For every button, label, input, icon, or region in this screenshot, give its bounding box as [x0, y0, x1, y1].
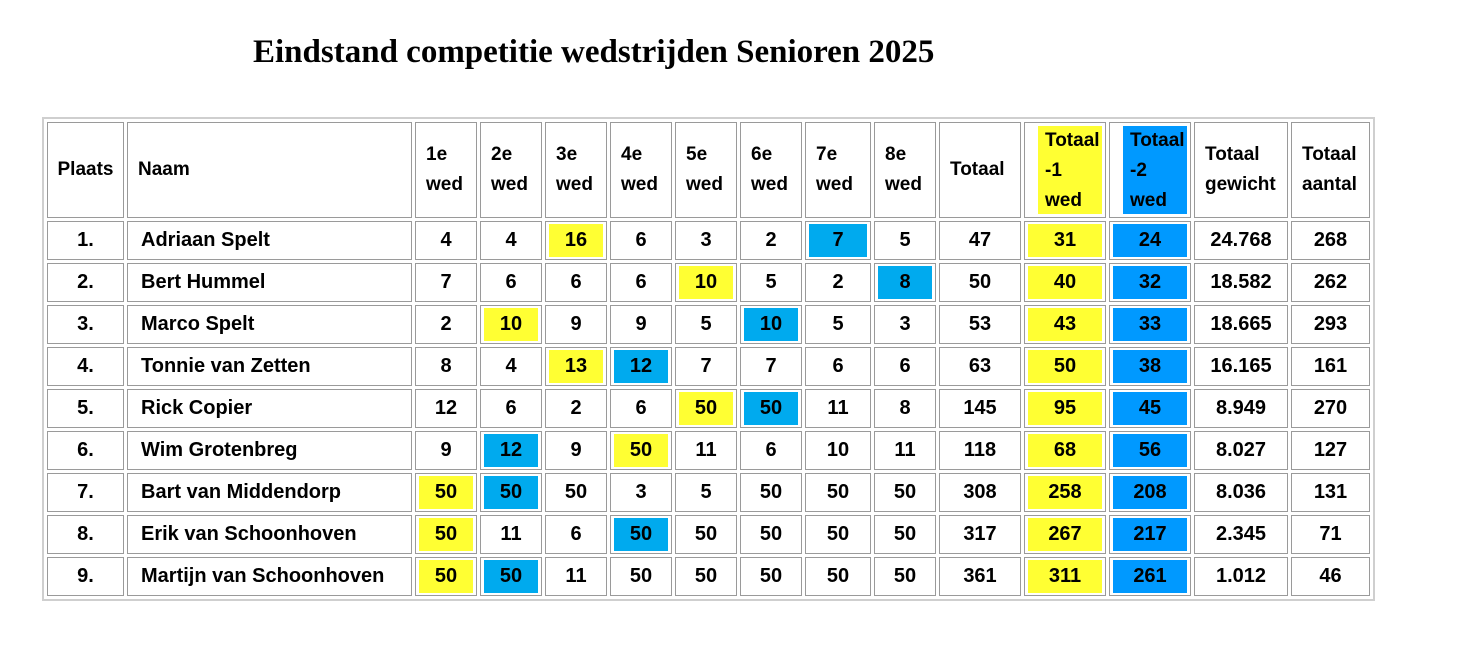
- cell-wed-1: 50: [415, 473, 477, 512]
- cell-aantal: 293: [1291, 305, 1370, 344]
- cell-wed-1: 2: [415, 305, 477, 344]
- header-gewicht: Totaal gewicht: [1194, 122, 1288, 218]
- cell-wed-5: 50: [675, 515, 737, 554]
- cell-wed-8: 8: [874, 263, 936, 302]
- cell-wed-8: 6: [874, 347, 936, 386]
- cell-wed-7: 50: [805, 515, 871, 554]
- cell-plaats: 2.: [47, 263, 124, 302]
- cell-wed-7: 10: [805, 431, 871, 470]
- cell-totaal: 47: [939, 221, 1021, 260]
- cell-naam: Wim Grotenbreg: [127, 431, 412, 470]
- cell-totaal: 50: [939, 263, 1021, 302]
- cell-totaal: 317: [939, 515, 1021, 554]
- header-totaal-min1: Totaal -1 wed: [1024, 122, 1106, 218]
- cell-wed-6: 6: [740, 431, 802, 470]
- cell-wed-8: 50: [874, 515, 936, 554]
- cell-plaats: 6.: [47, 431, 124, 470]
- cell-gewicht: 18.665: [1194, 305, 1288, 344]
- cell-totaal-min2: 56: [1109, 431, 1191, 470]
- cell-totaal-min2: 32: [1109, 263, 1191, 302]
- cell-gewicht: 16.165: [1194, 347, 1288, 386]
- cell-wed-4: 6: [610, 389, 672, 428]
- cell-wed-2: 4: [480, 347, 542, 386]
- table-row: [47, 473, 1370, 512]
- cell-wed-3: 2: [545, 389, 607, 428]
- cell-wed-7: 50: [805, 557, 871, 596]
- cell-naam: Marco Spelt: [127, 305, 412, 344]
- cell-wed-6: 7: [740, 347, 802, 386]
- cell-wed-1: 50: [415, 557, 477, 596]
- cell-wed-5: 5: [675, 305, 737, 344]
- header-wed-2: 2e wed: [480, 122, 542, 218]
- cell-wed-6: 10: [740, 305, 802, 344]
- cell-naam: Bart van Middendorp: [127, 473, 412, 512]
- cell-wed-4: 9: [610, 305, 672, 344]
- cell-wed-1: 7: [415, 263, 477, 302]
- cell-totaal-min1: 40: [1024, 263, 1106, 302]
- cell-plaats: 8.: [47, 515, 124, 554]
- cell-wed-1: 8: [415, 347, 477, 386]
- cell-totaal-min1: 31: [1024, 221, 1106, 260]
- cell-wed-8: 50: [874, 557, 936, 596]
- header-plaats: Plaats: [47, 122, 124, 218]
- cell-totaal-min1: 311: [1024, 557, 1106, 596]
- cell-totaal-min2: 217: [1109, 515, 1191, 554]
- cell-wed-6: 50: [740, 473, 802, 512]
- table-row: [47, 431, 1370, 470]
- cell-totaal-min2: 45: [1109, 389, 1191, 428]
- table-row: [47, 515, 1370, 554]
- cell-totaal-min2: 208: [1109, 473, 1191, 512]
- cell-gewicht: 8.949: [1194, 389, 1288, 428]
- cell-gewicht: 18.582: [1194, 263, 1288, 302]
- cell-wed-2: 50: [480, 557, 542, 596]
- header-aantal: Totaal aantal: [1291, 122, 1370, 218]
- cell-wed-1: 12: [415, 389, 477, 428]
- cell-totaal-min1: 50: [1024, 347, 1106, 386]
- cell-wed-6: 50: [740, 389, 802, 428]
- header-wed-6: 6e wed: [740, 122, 802, 218]
- cell-totaal: 145: [939, 389, 1021, 428]
- cell-wed-7: 6: [805, 347, 871, 386]
- cell-plaats: 5.: [47, 389, 124, 428]
- cell-totaal-min1: 68: [1024, 431, 1106, 470]
- cell-totaal: 53: [939, 305, 1021, 344]
- cell-wed-5: 7: [675, 347, 737, 386]
- cell-wed-3: 9: [545, 305, 607, 344]
- cell-wed-5: 50: [675, 389, 737, 428]
- table-row: [47, 347, 1370, 386]
- cell-aantal: 127: [1291, 431, 1370, 470]
- cell-plaats: 1.: [47, 221, 124, 260]
- cell-wed-8: 8: [874, 389, 936, 428]
- cell-wed-7: 11: [805, 389, 871, 428]
- page-title: Eindstand competitie wedstrijden Senioren 2025: [253, 34, 935, 70]
- cell-naam: Martijn van Schoonhoven: [127, 557, 412, 596]
- cell-totaal-min1: 95: [1024, 389, 1106, 428]
- header-wed-7: 7e wed: [805, 122, 871, 218]
- cell-gewicht: 8.027: [1194, 431, 1288, 470]
- cell-wed-4: 3: [610, 473, 672, 512]
- cell-wed-5: 3: [675, 221, 737, 260]
- cell-naam: Tonnie van Zetten: [127, 347, 412, 386]
- table-row: [47, 221, 1370, 260]
- table-row: [47, 389, 1370, 428]
- cell-plaats: 4.: [47, 347, 124, 386]
- table-body: [47, 221, 1370, 596]
- cell-wed-4: 50: [610, 515, 672, 554]
- cell-wed-6: 50: [740, 515, 802, 554]
- table-row: [47, 305, 1370, 344]
- cell-wed-2: 6: [480, 263, 542, 302]
- cell-wed-2: 50: [480, 473, 542, 512]
- cell-naam: Erik van Schoonhoven: [127, 515, 412, 554]
- cell-wed-2: 4: [480, 221, 542, 260]
- cell-wed-1: 4: [415, 221, 477, 260]
- cell-wed-3: 16: [545, 221, 607, 260]
- cell-wed-3: 6: [545, 515, 607, 554]
- cell-totaal: 118: [939, 431, 1021, 470]
- cell-gewicht: 1.012: [1194, 557, 1288, 596]
- cell-aantal: 71: [1291, 515, 1370, 554]
- cell-totaal-min1: 267: [1024, 515, 1106, 554]
- cell-wed-2: 12: [480, 431, 542, 470]
- header-wed-4: 4e wed: [610, 122, 672, 218]
- cell-wed-3: 9: [545, 431, 607, 470]
- cell-wed-6: 50: [740, 557, 802, 596]
- cell-wed-6: 5: [740, 263, 802, 302]
- cell-aantal: 262: [1291, 263, 1370, 302]
- cell-wed-5: 10: [675, 263, 737, 302]
- cell-totaal-min2: 33: [1109, 305, 1191, 344]
- table-row: [47, 263, 1370, 302]
- cell-wed-3: 6: [545, 263, 607, 302]
- cell-wed-1: 9: [415, 431, 477, 470]
- cell-aantal: 268: [1291, 221, 1370, 260]
- header-totaal-min2: Totaal -2 wed: [1109, 122, 1191, 218]
- cell-plaats: 9.: [47, 557, 124, 596]
- cell-wed-4: 50: [610, 557, 672, 596]
- cell-wed-7: 50: [805, 473, 871, 512]
- cell-naam: Adriaan Spelt: [127, 221, 412, 260]
- cell-totaal: 361: [939, 557, 1021, 596]
- cell-wed-3: 50: [545, 473, 607, 512]
- cell-plaats: 7.: [47, 473, 124, 512]
- cell-totaal: 63: [939, 347, 1021, 386]
- cell-totaal-min2: 38: [1109, 347, 1191, 386]
- table-row: [47, 557, 1370, 596]
- cell-wed-3: 13: [545, 347, 607, 386]
- header-naam: Naam: [127, 122, 412, 218]
- cell-gewicht: 24.768: [1194, 221, 1288, 260]
- cell-gewicht: 2.345: [1194, 515, 1288, 554]
- cell-wed-8: 11: [874, 431, 936, 470]
- cell-totaal-min1: 258: [1024, 473, 1106, 512]
- cell-aantal: 161: [1291, 347, 1370, 386]
- cell-wed-6: 2: [740, 221, 802, 260]
- cell-wed-7: 7: [805, 221, 871, 260]
- cell-wed-8: 3: [874, 305, 936, 344]
- cell-wed-4: 12: [610, 347, 672, 386]
- cell-wed-3: 11: [545, 557, 607, 596]
- cell-totaal: 308: [939, 473, 1021, 512]
- header-wed-8: 8e wed: [874, 122, 936, 218]
- cell-totaal-min2: 24: [1109, 221, 1191, 260]
- cell-wed-4: 6: [610, 221, 672, 260]
- cell-totaal-min2: 261: [1109, 557, 1191, 596]
- cell-wed-7: 5: [805, 305, 871, 344]
- cell-wed-5: 5: [675, 473, 737, 512]
- cell-wed-2: 10: [480, 305, 542, 344]
- cell-wed-8: 5: [874, 221, 936, 260]
- cell-wed-5: 50: [675, 557, 737, 596]
- cell-wed-8: 50: [874, 473, 936, 512]
- cell-wed-7: 2: [805, 263, 871, 302]
- cell-naam: Rick Copier: [127, 389, 412, 428]
- cell-wed-2: 6: [480, 389, 542, 428]
- header-totaal: Totaal: [939, 122, 1021, 218]
- header-wed-5: 5e wed: [675, 122, 737, 218]
- header-wed-3: 3e wed: [545, 122, 607, 218]
- cell-totaal-min1: 43: [1024, 305, 1106, 344]
- standings-table: [42, 117, 1375, 601]
- cell-aantal: 46: [1291, 557, 1370, 596]
- cell-wed-1: 50: [415, 515, 477, 554]
- cell-wed-4: 50: [610, 431, 672, 470]
- cell-wed-2: 11: [480, 515, 542, 554]
- cell-plaats: 3.: [47, 305, 124, 344]
- cell-naam: Bert Hummel: [127, 263, 412, 302]
- cell-gewicht: 8.036: [1194, 473, 1288, 512]
- cell-aantal: 270: [1291, 389, 1370, 428]
- cell-wed-4: 6: [610, 263, 672, 302]
- cell-wed-5: 11: [675, 431, 737, 470]
- header-row: [47, 122, 1370, 218]
- header-wed-1: 1e wed: [415, 122, 477, 218]
- cell-aantal: 131: [1291, 473, 1370, 512]
